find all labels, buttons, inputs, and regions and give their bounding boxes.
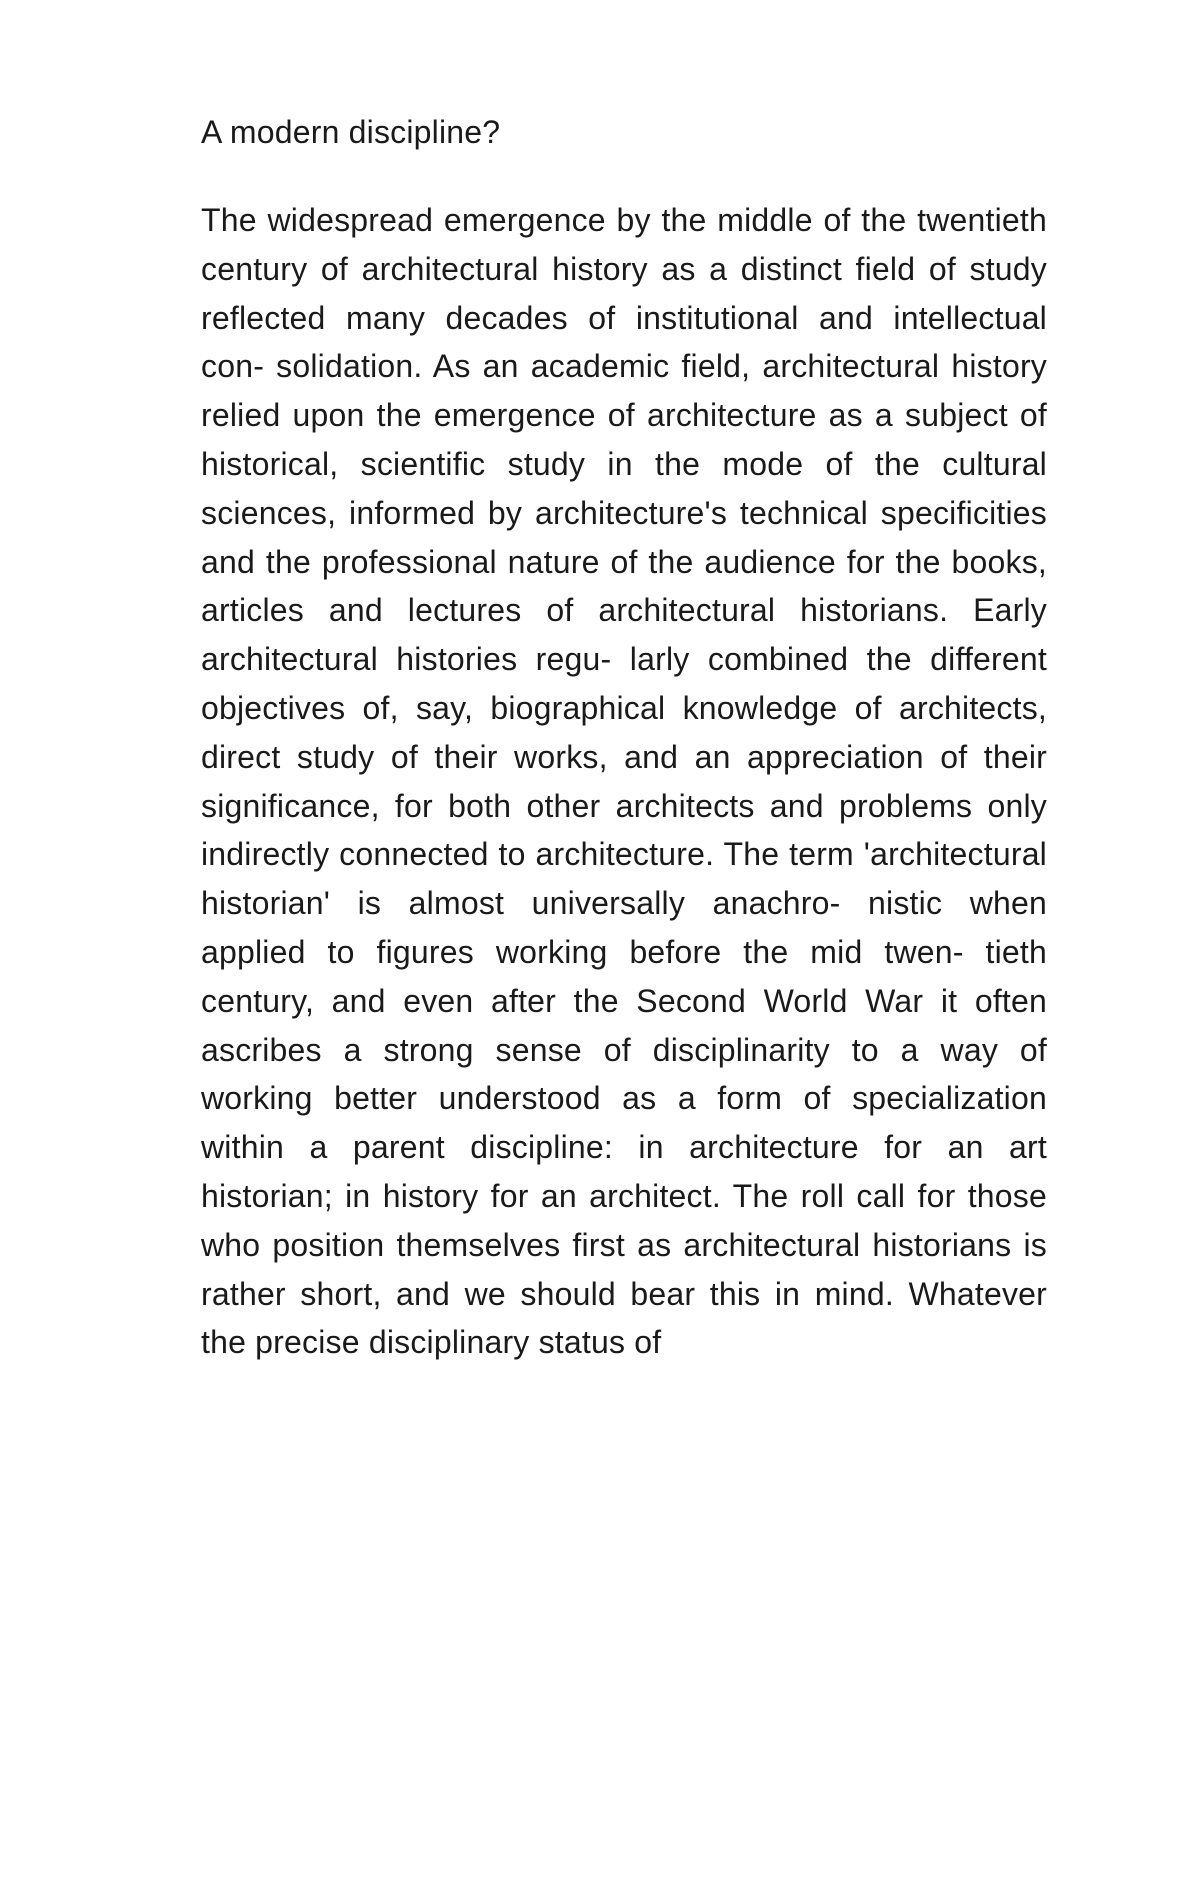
section-heading: A modern discipline? [201, 114, 501, 150]
page-content [201, 108, 1047, 1367]
body-paragraph: The widespread emergence by the middle of the twentieth century of architectural history as a distinct field of study reflected many decades of institutional and intellectual con- solidation. As an academic field, architectural history relied upon the emergence of architecture as a subject of historical, scientific study in the mode of the cultural sciences, informed by architecture's technical specificities and the professional nature of the audience for the books, articles and lectures of architectural historians. Early architectural histories regu- larly combined the different objectives of, say, biographical knowledge of architects, direct study of their works, and an appreciation of their significance, for both other architects and problems only indirectly connected to architecture. The term 'architectural historian' is almost universally anachro- nistic when applied to figures working before the mid twen- tieth century, and even after the Second World War it often ascribes a strong sense of disciplinarity to a way of working better understood as a form of specialization within a parent discipline: in architecture for an art historian; in history for an architect. The roll call for those who position themselves first as architectural historians is rather short, and we should bear this in mind. Whatever the precise disciplinary status of [201, 202, 1047, 1361]
